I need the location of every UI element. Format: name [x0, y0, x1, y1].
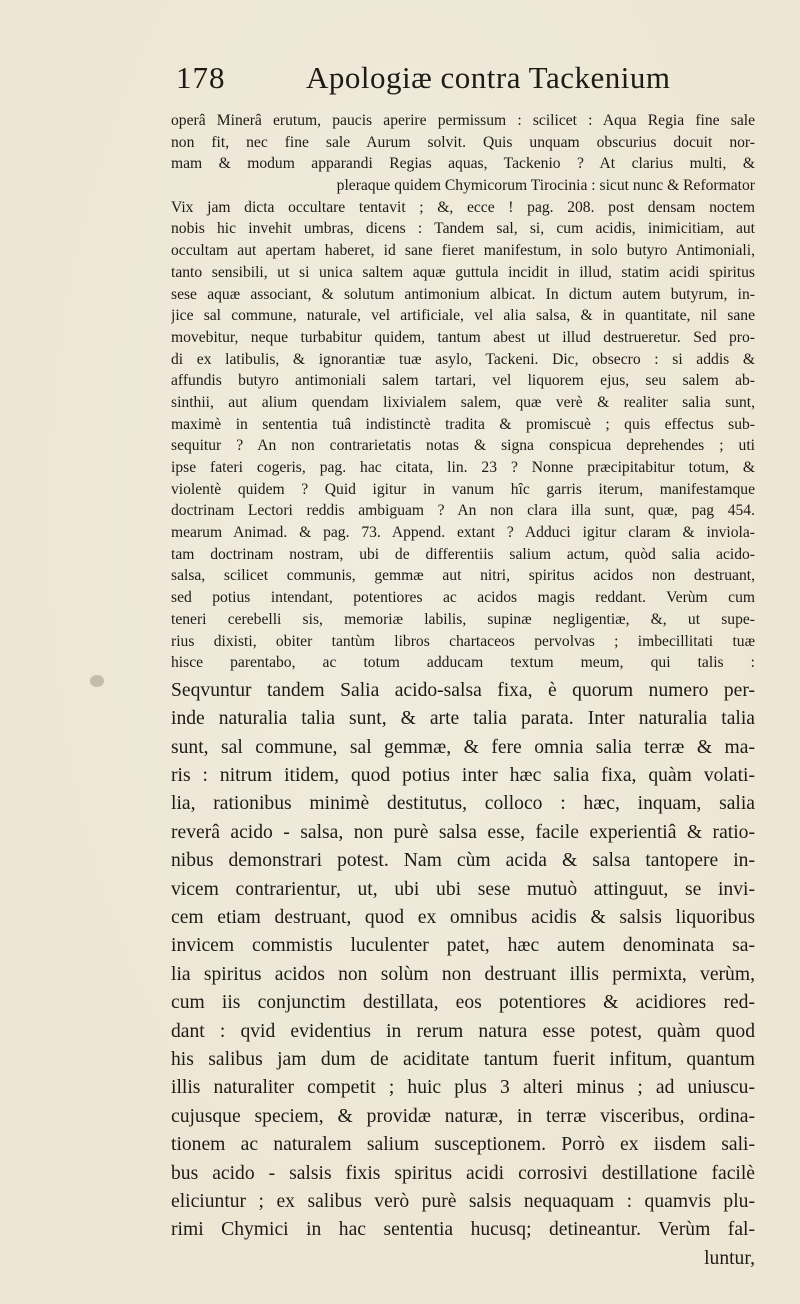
body-text [171, 110, 755, 1273]
text-line: salsa, scilicet communis, gemmæ aut nitri, spiritus acidos non destruant, [171, 567, 755, 585]
ink-smudge [90, 675, 104, 687]
text-line: rimi Chymici in hac sententia hucusq; detineantur. Verùm fal- [171, 1219, 755, 1241]
text-line: inde naturalia talia sunt, & arte talia parata. Inter naturalia talia [171, 708, 755, 730]
text-line: Seqvuntur tandem Salia acido-salsa fixa, è quorum numero per- [171, 679, 755, 701]
text-line: hisce parentabo, ac totum adducam textum meum, qui talis : [171, 654, 755, 672]
text-line: tam doctrinam nostram, ubi de differentiis salium actum, quòd salia acido- [171, 545, 755, 563]
text-line: pleraque quidem Chymicorum Tirocinia : sicut nunc & Reformator [336, 177, 755, 195]
text-line: reverâ acido - salsa, non purè salsa esse, facile experientiâ & ratio- [171, 821, 755, 843]
text-line: ris : nitrum itidem, quod potius inter hæc salia fixa, quàm volati- [171, 765, 755, 787]
running-title: Apologiæ contra Tackenium [306, 60, 671, 95]
text-line: tionem ac naturalem salium susceptionem. Porrò ex iisdem sali- [171, 1134, 755, 1156]
text-line: lia, rationibus minimè destitutus, colloco : hæc, inquam, salia [171, 793, 755, 815]
text-line: tanto sensibili, ut si unica saltem aquæ guttula incidit in illud, statim acidi spiritus [171, 263, 755, 281]
text-line: ipse fateri cogeris, pag. hac citata, lin. 23 ? Nonne præcipitabitur totum, & [171, 459, 755, 476]
text-line: sequitur ? An non contrarietatis notas & signa conspicua deprehendes ; uti [171, 437, 755, 455]
text-line: his salibus jam dum de aciditate tantum fuerit infitum, quantum [171, 1048, 755, 1070]
text-line: nobis hic invehit umbras, dicens : Tandem sal, si, cum acidis, inimicitiam, aut [171, 220, 755, 238]
text-line: di ex latibulis, & ignorantiæ tuæ asylo, Tackeni. Dic, obsecro : si addis & [171, 350, 755, 368]
text-line: maximè in sententia tuâ indistinctè tradita & promiscuè ; quis effectus sub- [171, 415, 755, 433]
text-line: invicem commistis luculenter patet, hæc autem denominata sa- [171, 935, 755, 957]
text-line: sed potius intendant, potentiores ac acidos magis reddant. Verùm cum [171, 589, 755, 607]
catchword-row [171, 1245, 755, 1273]
text-line: doctrinam Lectori reddis ambiguam ? An non clara illa sunt, quæ, pag 454. [171, 502, 755, 520]
text-line: vicem contrarientur, ut, ubi ubi sese mutuò attinguut, se invi- [171, 878, 755, 900]
text-line: Vix jam dicta occultare tentavit ; &, ecce ! pag. 208. post densam noctem [171, 198, 755, 216]
text-line: teneri cerebelli sis, memoriæ labilis, supinæ negligentiæ, &, ut supe- [171, 610, 755, 628]
text-line: violentè quidem ? Quid igitur in vanum hîc garris iterum, manifestamque [171, 480, 755, 498]
text-line: jice sal commune, naturale, vel artificiale, vel alia salsa, & in quantitate, nil sane [171, 307, 755, 325]
text-line: mam & modum apparandi Regias aquas, Tackenio ? At clarius multi, & [171, 155, 755, 173]
text-line: affundis butyro antimoniali salem tartari, vel liquorem ejus, seu salem ab- [171, 372, 755, 390]
page-number: 178 [176, 60, 226, 95]
quoted-passage [171, 677, 755, 1273]
text-line: operâ Minerâ erutum, paucis aperire permissum : scilicet : Aqua Regia fine sale [171, 112, 755, 129]
text-line: mearum Animad. & pag. 73. Append. extant ? Adduci igitur claram & inviola- [171, 524, 755, 542]
text-line: sese aquæ associant, & solutum antimonium albicat. In dictum autem butyrum, in- [171, 285, 755, 303]
text-line: nibus demonstrari potest. Nam cùm acida & salsa tantopere in- [171, 850, 755, 872]
text-line: cujusque speciem, & providæ naturæ, in terræ visceribus, ordina- [171, 1105, 755, 1127]
text-line: movebitur, neque turbabitur quidem, tantum abest ut illud destrueretur. Sed pro- [171, 328, 755, 346]
text-line: cem etiam destruant, quod ex omnibus acidis & salsis liquoribus [171, 907, 755, 928]
rebuttal-paragraph [171, 110, 755, 674]
text-line: non fit, nec fine sale Aurum solvit. Quis unquam obscurius docuit nor- [171, 133, 755, 151]
text-line: eliciuntur ; ex salibus verò purè salsis nequaquam : quamvis plu- [171, 1190, 755, 1212]
text-line: occultam aut apertam haberet, id sane fieret manifestum, in solo butyro Antimoniali, [171, 242, 755, 260]
text-line: lia spiritus acidos non solùm non destruant illis permixta, verùm, [171, 963, 755, 985]
text-line: bus acido - salsis fixis spiritus acidi corrosivi destillatione facilè [171, 1162, 755, 1184]
catchword: luntur, [704, 1247, 755, 1269]
text-line: sinthii, aut alium quendam lixivialem salem, quæ verè & realiter salia sunt, [171, 393, 755, 411]
text-line: cum iis conjunctim destillata, eos potentiores & acidiores red- [171, 992, 755, 1014]
text-line: sunt, sal commune, sal gemmæ, & fere omnia salia terræ & ma- [171, 736, 755, 758]
text-line: dant : qvid evidentius in rerum natura esse potest, quàm quod [171, 1020, 755, 1042]
text-line: rius dixisti, obiter tantùm libros chartaceos pervolvas ; imbecillitati tuæ [171, 632, 755, 650]
text-line: illis naturaliter competit ; huic plus 3 alteri minus ; ad uniuscu- [171, 1077, 755, 1099]
